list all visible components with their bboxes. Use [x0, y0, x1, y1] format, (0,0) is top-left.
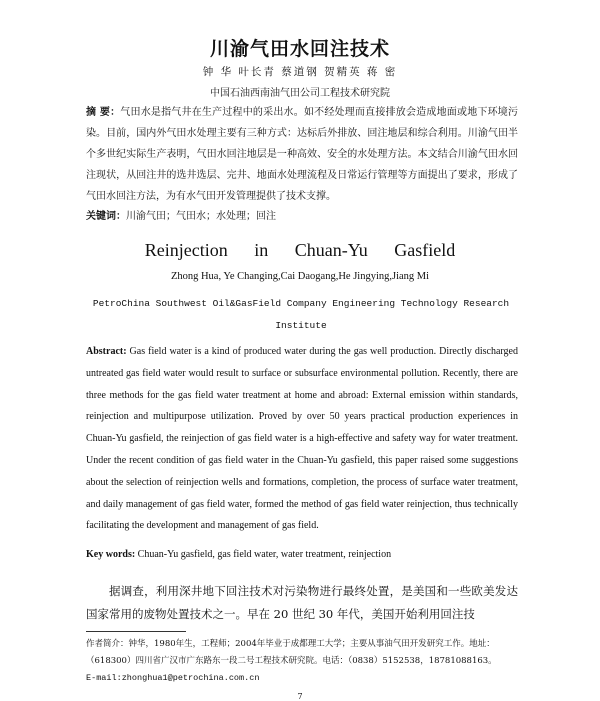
- english-keywords-text: Chuan-Yu gasfield, gas field water, water treatment, reinjection: [135, 549, 392, 560]
- footnote-email: E-mail:zhonghua1@petrochina.com.cn: [86, 673, 260, 683]
- chinese-abstract: [86, 102, 518, 207]
- english-abstract-label: Abstract:: [86, 346, 127, 357]
- chinese-abstract-text: 气田水是指气井在生产过程中的采出水。如不经处理而直接排放会造成地面或地下环境污染。目前，国内外气田水处理主要有三种方式：达标后外排放、回注地层和综合利用。川渝气田半个多世纪实际生产表明，气田水回注地层是一种高效、安全的水处理方法。本文结合川渝气田水回注现状，从回注井的选井选层、完井、地面水处理流程及日常运行管理等方面提出了要求，形成了气田水回注方法，为有水气田开发管理提供了技术支撑。: [86, 107, 519, 202]
- footnote-line: 作者简介：钟华，1980年生，工程师；2004年毕业于成都理工大学；主要从事油气田开发研究工作。地址：（618300）四川省广汉市广东路东一段二号工程技术研究院。电话：（0838）5152538，18781088163。: [86, 639, 497, 666]
- chinese-abstract-label: 摘 要：: [86, 107, 121, 118]
- chinese-keywords: [86, 207, 518, 222]
- english-authors: Zhong Hua, Ye Changing,Cai Daogang,He Jingying,Jiang Mi: [170, 271, 430, 282]
- chinese-keywords-label: 关键词：: [86, 211, 126, 222]
- author-footnote: [86, 636, 526, 687]
- english-abstract: [86, 341, 518, 537]
- page-number: 7: [297, 692, 303, 701]
- chinese-authors: 钟 华 叶长青 蔡道钢 贺精英 蒋 密: [202, 66, 398, 78]
- footnote-divider: [86, 631, 186, 632]
- english-title: Reinjection in Chuan-Yu Gasfield: [144, 240, 456, 260]
- chinese-keywords-text: 川渝气田；气田水；水处理；回注: [126, 211, 276, 222]
- chinese-title: 川渝气田水回注技术: [209, 38, 390, 60]
- body-paragraph: 据调查，利用深井地下回注技术对污染物进行最终处置，是美国和一些欧美发达国家常用的废物处置技术之一。早在 20 世纪 30 年代，美国开始利用回注技: [86, 584, 518, 621]
- english-keywords-label: Key words:: [86, 549, 136, 560]
- english-keywords: [86, 549, 518, 560]
- chinese-affiliation: 中国石油西南油气田公司工程技术研究院: [210, 88, 390, 99]
- english-abstract-text: Gas field water is a kind of produced water during the gas well production. Directly discharged untreated gas field water would result to surface or subsurface environmental pollution. Recently, there are three methods for the gas field water treatment at home and abroad: External emission within standards, reinjection and multipurpose utilization. Proved by over 50 years practical production experiences in Chuan-Yu gasfield, the reinjection of gas field water is a high-effective and safety way for water treatment. Under the recent condition of gas field water in the Chuan-Yu gasfield, this paper raised some suggestions about the selection of reinjection wells and formations, completion, the process of surface water treatment, and daily management of gas field water, formed the method of gas field water reinjection, thus technically facilitating the development and management of gas field.: [86, 346, 518, 532]
- english-affiliation: PetroChina Southwest Oil&GasField Company Engineering Technology Research Institute: [92, 298, 510, 331]
